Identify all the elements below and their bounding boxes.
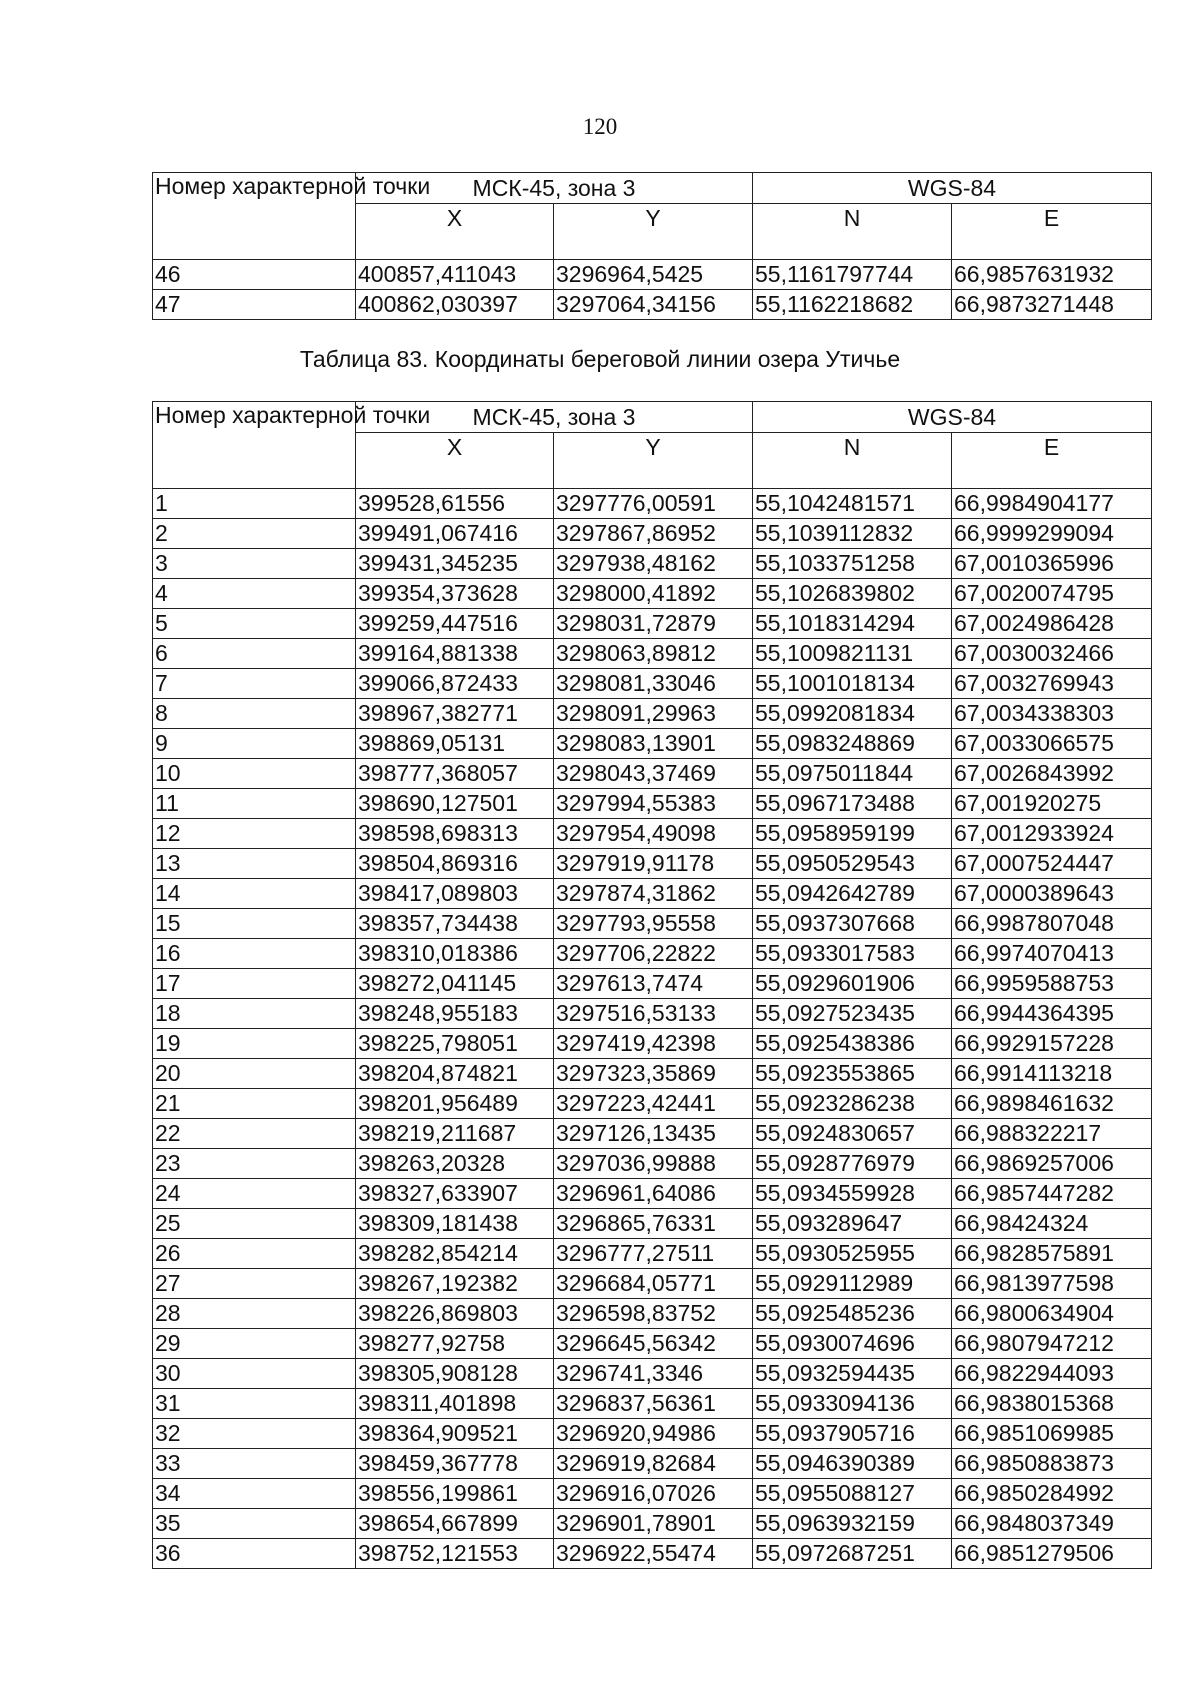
n-cell: 55,0975011844 <box>753 759 952 789</box>
point-number-cell: 34 <box>153 1479 356 1509</box>
point-number-cell: 20 <box>153 1059 356 1089</box>
table-row <box>153 1389 1152 1419</box>
point-number-cell: 46 <box>153 260 356 290</box>
n-cell: 55,1018314294 <box>753 609 952 639</box>
y-cell: 3296645,56342 <box>554 1329 753 1359</box>
e-cell: 66,9813977598 <box>952 1269 1152 1299</box>
y-cell: 3297938,48162 <box>554 549 753 579</box>
x-cell: 398282,854214 <box>356 1239 554 1269</box>
coordinates-table-continued <box>152 172 1152 320</box>
n-cell: 55,1039112832 <box>753 519 952 549</box>
e-cell: 67,0020074795 <box>952 579 1152 609</box>
table-row <box>153 1029 1152 1059</box>
point-number-cell: 23 <box>153 1149 356 1179</box>
point-number-cell: 27 <box>153 1269 356 1299</box>
e-cell: 66,9857631932 <box>952 260 1152 290</box>
table-row <box>153 1239 1152 1269</box>
n-cell: 55,0923286238 <box>753 1089 952 1119</box>
x-cell: 398357,734438 <box>356 909 554 939</box>
x-cell: 399164,881338 <box>356 639 554 669</box>
point-number-cell: 47 <box>153 290 356 320</box>
x-cell: 399259,447516 <box>356 609 554 639</box>
n-cell: 55,0942642789 <box>753 879 952 909</box>
point-number-cell: 26 <box>153 1239 356 1269</box>
n-cell: 55,1161797744 <box>753 260 952 290</box>
e-cell: 66,9850883873 <box>952 1449 1152 1479</box>
e-cell: 67,0034338303 <box>952 699 1152 729</box>
table-row <box>153 1209 1152 1239</box>
point-number-cell: 35 <box>153 1509 356 1539</box>
e-cell: 66,9873271448 <box>952 290 1152 320</box>
table-row <box>153 609 1152 639</box>
point-number-cell: 22 <box>153 1119 356 1149</box>
table-row <box>153 969 1152 999</box>
e-cell: 66,9959588753 <box>952 969 1152 999</box>
y-cell: 3296901,78901 <box>554 1509 753 1539</box>
y-cell: 3297919,91178 <box>554 849 753 879</box>
point-number-cell: 16 <box>153 939 356 969</box>
e-cell: 66,9857447282 <box>952 1179 1152 1209</box>
n-cell: 55,0992081834 <box>753 699 952 729</box>
e-cell: 67,0010365996 <box>952 549 1152 579</box>
y-cell: 3297994,55383 <box>554 789 753 819</box>
table-row <box>153 669 1152 699</box>
wgs84-header: WGS-84 <box>753 173 1152 204</box>
e-cell: 66,988322217 <box>952 1119 1152 1149</box>
x-cell: 398869,05131 <box>356 729 554 759</box>
x-cell: 399431,345235 <box>356 549 554 579</box>
x-cell: 398204,874821 <box>356 1059 554 1089</box>
n-cell: 55,0928776979 <box>753 1149 952 1179</box>
y-cell: 3296777,27511 <box>554 1239 753 1269</box>
y-header: Y <box>554 204 753 260</box>
y-cell: 3297867,86952 <box>554 519 753 549</box>
table-row <box>153 1479 1152 1509</box>
point-number-cell: 25 <box>153 1209 356 1239</box>
y-cell: 3298083,13901 <box>554 729 753 759</box>
e-cell: 67,0000389643 <box>952 879 1152 909</box>
n-cell: 55,0950529543 <box>753 849 952 879</box>
x-cell: 398267,192382 <box>356 1269 554 1299</box>
point-number-cell: 31 <box>153 1389 356 1419</box>
table-row <box>153 260 1152 290</box>
e-cell: 66,9822944093 <box>952 1359 1152 1389</box>
y-cell: 3296919,82684 <box>554 1449 753 1479</box>
e-cell: 66,9929157228 <box>952 1029 1152 1059</box>
table-row <box>153 699 1152 729</box>
y-cell: 3297776,00591 <box>554 489 753 519</box>
table-row <box>153 639 1152 669</box>
point-number-cell: 33 <box>153 1449 356 1479</box>
y-cell: 3298031,72879 <box>554 609 753 639</box>
x-cell: 398309,181438 <box>356 1209 554 1239</box>
x-cell: 398263,20328 <box>356 1149 554 1179</box>
n-cell: 55,0972687251 <box>753 1539 952 1569</box>
e-cell: 66,9869257006 <box>952 1149 1152 1179</box>
e-cell: 66,9987807048 <box>952 909 1152 939</box>
e-cell: 66,9898461632 <box>952 1089 1152 1119</box>
point-number-cell: 19 <box>153 1029 356 1059</box>
table-row <box>153 1269 1152 1299</box>
e-cell: 66,9850284992 <box>952 1479 1152 1509</box>
point-number-cell: 15 <box>153 909 356 939</box>
point-number-cell: 6 <box>153 639 356 669</box>
n-cell: 55,0925438386 <box>753 1029 952 1059</box>
point-number-cell: 32 <box>153 1419 356 1449</box>
y-cell: 3297323,35869 <box>554 1059 753 1089</box>
table-row <box>153 939 1152 969</box>
e-cell: 66,98424324 <box>952 1209 1152 1239</box>
e-cell: 66,9807947212 <box>952 1329 1152 1359</box>
point-number-cell: 21 <box>153 1089 356 1119</box>
n-cell: 55,0983248869 <box>753 729 952 759</box>
y-cell: 3297874,31862 <box>554 879 753 909</box>
table-row <box>153 1539 1152 1569</box>
y-cell: 3297126,13435 <box>554 1119 753 1149</box>
y-cell: 3298091,29963 <box>554 699 753 729</box>
point-number-cell: 10 <box>153 759 356 789</box>
y-cell: 3296922,55474 <box>554 1539 753 1569</box>
y-cell: 3296837,56361 <box>554 1389 753 1419</box>
y-cell: 3296865,76331 <box>554 1209 753 1239</box>
y-cell: 3297223,42441 <box>554 1089 753 1119</box>
point-number-cell: 11 <box>153 789 356 819</box>
table-caption: Таблица 83. Координаты береговой линии озера Утичье <box>299 346 901 372</box>
x-cell: 398327,633907 <box>356 1179 554 1209</box>
x-cell: 398248,955183 <box>356 999 554 1029</box>
y-cell: 3296684,05771 <box>554 1269 753 1299</box>
e-cell: 66,9828575891 <box>952 1239 1152 1269</box>
n-cell: 55,0933094136 <box>753 1389 952 1419</box>
n-cell: 55,1162218682 <box>753 290 952 320</box>
point-number-cell: 30 <box>153 1359 356 1389</box>
y-cell: 3296964,5425 <box>554 260 753 290</box>
msk45-header: МСК-45, зона 3 <box>356 173 753 204</box>
e-cell: 67,0026843992 <box>952 759 1152 789</box>
table-row <box>153 1359 1152 1389</box>
y-cell: 3297036,99888 <box>554 1149 753 1179</box>
n-cell: 55,1026839802 <box>753 579 952 609</box>
point-number-cell: 14 <box>153 879 356 909</box>
point-number-header: Номер характерной точки <box>153 402 356 489</box>
n-cell: 55,0933017583 <box>753 939 952 969</box>
table-row <box>153 549 1152 579</box>
n-cell: 55,0932594435 <box>753 1359 952 1389</box>
y-cell: 3298063,89812 <box>554 639 753 669</box>
x-cell: 399528,61556 <box>356 489 554 519</box>
table-row <box>153 729 1152 759</box>
x-cell: 398201,956489 <box>356 1089 554 1119</box>
e-cell: 66,9848037349 <box>952 1509 1152 1539</box>
table-row <box>153 789 1152 819</box>
table-row <box>153 1119 1152 1149</box>
table-row <box>153 1179 1152 1209</box>
point-number-cell: 18 <box>153 999 356 1029</box>
e-cell: 66,9999299094 <box>952 519 1152 549</box>
e-cell: 66,9851279506 <box>952 1539 1152 1569</box>
e-cell: 66,9974070413 <box>952 939 1152 969</box>
x-cell: 400862,030397 <box>356 290 554 320</box>
n-cell: 55,0925485236 <box>753 1299 952 1329</box>
e-cell: 66,9944364395 <box>952 999 1152 1029</box>
x-header: X <box>356 433 554 489</box>
n-cell: 55,0934559928 <box>753 1179 952 1209</box>
n-cell: 55,0924830657 <box>753 1119 952 1149</box>
e-cell: 66,9800634904 <box>952 1299 1152 1329</box>
n-cell: 55,0958959199 <box>753 819 952 849</box>
table-row <box>153 879 1152 909</box>
y-cell: 3297793,95558 <box>554 909 753 939</box>
x-cell: 398598,698313 <box>356 819 554 849</box>
e-cell: 66,9914113218 <box>952 1059 1152 1089</box>
y-cell: 3297954,49098 <box>554 819 753 849</box>
table-row <box>153 1419 1152 1449</box>
y-cell: 3297516,53133 <box>554 999 753 1029</box>
table-row <box>153 1509 1152 1539</box>
table-row <box>153 1149 1152 1179</box>
n-cell: 55,1033751258 <box>753 549 952 579</box>
n-cell: 55,0929112989 <box>753 1269 952 1299</box>
point-number-cell: 13 <box>153 849 356 879</box>
point-number-cell: 28 <box>153 1299 356 1329</box>
point-number-cell: 12 <box>153 819 356 849</box>
x-cell: 398311,401898 <box>356 1389 554 1419</box>
y-cell: 3296961,64086 <box>554 1179 753 1209</box>
x-cell: 398225,798051 <box>356 1029 554 1059</box>
e-cell: 67,0033066575 <box>952 729 1152 759</box>
table-row <box>153 819 1152 849</box>
shoreline-coordinates-table <box>152 401 1152 1569</box>
e-cell: 66,9838015368 <box>952 1389 1152 1419</box>
point-number-cell: 36 <box>153 1539 356 1569</box>
y-cell: 3298043,37469 <box>554 759 753 789</box>
table-row <box>153 1089 1152 1119</box>
point-number-cell: 17 <box>153 969 356 999</box>
x-cell: 398277,92758 <box>356 1329 554 1359</box>
y-cell: 3296741,3346 <box>554 1359 753 1389</box>
wgs84-header: WGS-84 <box>753 402 1152 433</box>
x-cell: 398654,667899 <box>356 1509 554 1539</box>
table-row <box>153 1059 1152 1089</box>
point-number-cell: 29 <box>153 1329 356 1359</box>
table-row <box>153 759 1152 789</box>
e-cell: 67,0012933924 <box>952 819 1152 849</box>
point-number-cell: 24 <box>153 1179 356 1209</box>
x-cell: 398226,869803 <box>356 1299 554 1329</box>
x-cell: 398777,368057 <box>356 759 554 789</box>
table-body <box>153 260 1152 320</box>
point-number-cell: 4 <box>153 579 356 609</box>
x-cell: 398690,127501 <box>356 789 554 819</box>
x-cell: 398504,869316 <box>356 849 554 879</box>
n-cell: 55,0937905716 <box>753 1419 952 1449</box>
msk45-header: МСК-45, зона 3 <box>356 402 753 433</box>
x-cell: 398752,121553 <box>356 1539 554 1569</box>
table-row <box>153 849 1152 879</box>
x-cell: 398305,908128 <box>356 1359 554 1389</box>
point-number-header: Номер характерной точки <box>153 173 356 260</box>
n-cell: 55,1001018134 <box>753 669 952 699</box>
n-cell: 55,0937307668 <box>753 909 952 939</box>
table-row <box>153 579 1152 609</box>
e-header: E <box>952 204 1152 260</box>
x-header: X <box>356 204 554 260</box>
y-cell: 3296598,83752 <box>554 1299 753 1329</box>
n-cell: 55,0946390389 <box>753 1449 952 1479</box>
table-row <box>153 1329 1152 1359</box>
y-cell: 3296916,07026 <box>554 1479 753 1509</box>
n-cell: 55,0963932159 <box>753 1509 952 1539</box>
y-cell: 3297064,34156 <box>554 290 753 320</box>
table-row <box>153 519 1152 549</box>
y-cell: 3297613,7474 <box>554 969 753 999</box>
n-cell: 55,0955088127 <box>753 1479 952 1509</box>
x-cell: 399354,373628 <box>356 579 554 609</box>
x-cell: 398459,367778 <box>356 1449 554 1479</box>
y-cell: 3296920,94986 <box>554 1419 753 1449</box>
x-cell: 398556,199861 <box>356 1479 554 1509</box>
x-cell: 398272,041145 <box>356 969 554 999</box>
n-cell: 55,093289647 <box>753 1209 952 1239</box>
table-row <box>153 999 1152 1029</box>
n-cell: 55,0967173488 <box>753 789 952 819</box>
point-number-cell: 3 <box>153 549 356 579</box>
n-header: N <box>753 433 952 489</box>
table-row <box>153 1449 1152 1479</box>
point-number-cell: 9 <box>153 729 356 759</box>
e-cell: 66,9984904177 <box>952 489 1152 519</box>
table-body <box>153 489 1152 1569</box>
table-row <box>153 909 1152 939</box>
point-number-cell: 2 <box>153 519 356 549</box>
n-cell: 55,0927523435 <box>753 999 952 1029</box>
y-cell: 3298000,41892 <box>554 579 753 609</box>
n-cell: 55,1042481571 <box>753 489 952 519</box>
n-cell: 55,0923553865 <box>753 1059 952 1089</box>
y-cell: 3297706,22822 <box>554 939 753 969</box>
table-row <box>153 489 1152 519</box>
x-cell: 398417,089803 <box>356 879 554 909</box>
n-cell: 55,0930074696 <box>753 1329 952 1359</box>
n-cell: 55,1009821131 <box>753 639 952 669</box>
point-number-cell: 1 <box>153 489 356 519</box>
x-cell: 398364,909521 <box>356 1419 554 1449</box>
point-number-cell: 8 <box>153 699 356 729</box>
y-cell: 3298081,33046 <box>554 669 753 699</box>
e-cell: 67,001920275 <box>952 789 1152 819</box>
point-number-cell: 5 <box>153 609 356 639</box>
e-cell: 67,0007524447 <box>952 849 1152 879</box>
e-cell: 66,9851069985 <box>952 1419 1152 1449</box>
e-cell: 67,0024986428 <box>952 609 1152 639</box>
table-row <box>153 290 1152 320</box>
x-cell: 400857,411043 <box>356 260 554 290</box>
n-header: N <box>753 204 952 260</box>
y-cell: 3297419,42398 <box>554 1029 753 1059</box>
e-cell: 67,0030032466 <box>952 639 1152 669</box>
page-number: 120 <box>582 114 618 139</box>
x-cell: 398310,018386 <box>356 939 554 969</box>
x-cell: 399491,067416 <box>356 519 554 549</box>
point-number-cell: 7 <box>153 669 356 699</box>
e-header: E <box>952 433 1152 489</box>
table-row <box>153 1299 1152 1329</box>
y-header: Y <box>554 433 753 489</box>
n-cell: 55,0929601906 <box>753 969 952 999</box>
x-cell: 398219,211687 <box>356 1119 554 1149</box>
x-cell: 398967,382771 <box>356 699 554 729</box>
n-cell: 55,0930525955 <box>753 1239 952 1269</box>
x-cell: 399066,872433 <box>356 669 554 699</box>
e-cell: 67,0032769943 <box>952 669 1152 699</box>
